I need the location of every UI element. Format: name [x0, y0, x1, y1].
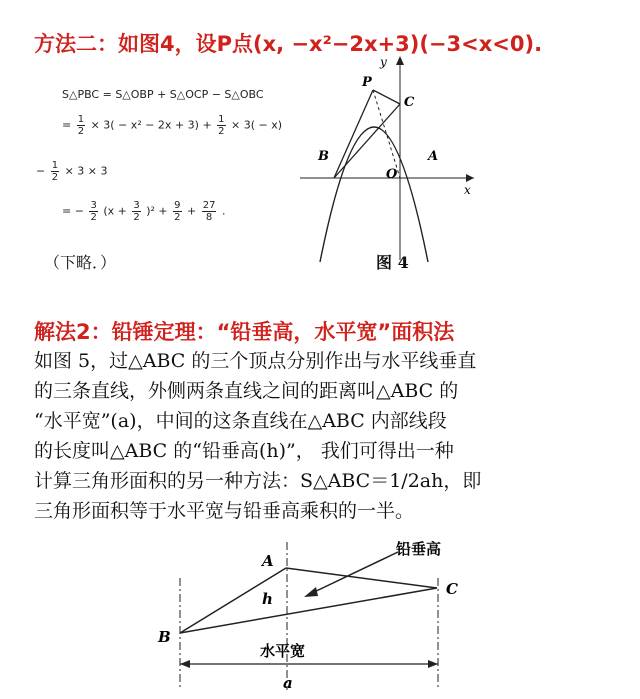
label-y: y	[380, 55, 387, 69]
label-c: C	[404, 95, 415, 110]
formula-term: × 3( − x)	[231, 118, 283, 132]
fraction: $\frac{1}{2}$	[77, 114, 85, 137]
label-a-width: a	[283, 674, 293, 692]
formula-term: (x +	[103, 204, 127, 218]
label-b: B	[158, 628, 171, 646]
formula-term: +	[187, 204, 197, 218]
label-a: A	[428, 149, 439, 164]
y-axis-arrow-icon	[396, 56, 404, 65]
formula-term: × 3 × 3	[64, 164, 108, 178]
label-b: B	[318, 149, 329, 164]
figure-5-diagram	[150, 538, 480, 698]
label-a: A	[262, 552, 274, 570]
width-left-arrow-icon	[180, 660, 190, 668]
fraction: $\frac{3}{2}$	[133, 200, 140, 223]
label-horizontal-width: 水平宽	[260, 642, 306, 660]
formula-line-2	[62, 114, 282, 137]
fraction: $\frac{9}{2}$	[174, 200, 181, 223]
paragraph-line: 如图 5，过△ABC 的三个顶点分别作出与水平线垂直	[34, 350, 477, 372]
label-p: P	[362, 75, 372, 90]
figure-4-caption: 图 4	[376, 253, 409, 272]
paragraph-line: 三角形面积等于水平宽与铅垂高乘积的一半。	[34, 500, 415, 522]
paragraph-line: 的长度叫△ABC 的“铅垂高(h)”， 我们可得出一种	[34, 440, 454, 462]
method2-heading: 方法二：如图4，设P点(x, −x²−2x+3)(−3<x<0).	[34, 32, 543, 56]
fraction: $\frac{3}{2}$	[90, 200, 97, 223]
pointer-arrow-icon	[304, 587, 318, 597]
segment-bp	[334, 90, 373, 178]
paragraph-line: 的三条直线，外侧两条直线之间的距离叫△ABC 的	[34, 380, 459, 402]
figure-4-diagram	[296, 52, 486, 272]
formula-term: .	[221, 204, 226, 218]
paragraph-line: “水平宽”(a)，中间的这条直线在△ABC 内部线段	[34, 410, 447, 432]
width-right-arrow-icon	[428, 660, 438, 668]
fraction: $\frac{1}{2}$	[51, 160, 59, 183]
fraction: $\frac{1}{2}$	[218, 114, 225, 137]
omitted-note: （下略．）	[44, 253, 117, 272]
formula-term: × 3( − x² − 2x + 3) +	[90, 118, 212, 132]
paragraph-line: 计算三角形面积的另一种方法：S△ABC＝1/2ah，即	[34, 470, 482, 492]
formula-line-4	[62, 200, 225, 223]
label-c: C	[446, 580, 458, 598]
label-o: O	[386, 167, 398, 182]
formula-line-1: S△PBC = S△OBP + S△OCP − S△OBC	[62, 88, 264, 101]
fraction: $\frac{27}{8}$	[202, 200, 216, 223]
label-h: h	[262, 590, 273, 608]
x-axis-arrow-icon	[466, 174, 474, 182]
label-x: x	[464, 183, 471, 197]
formula-term: )² +	[146, 204, 168, 218]
formula-equals: =	[62, 118, 72, 132]
side-ac	[286, 568, 437, 588]
formula-equals: = −	[62, 204, 84, 218]
formula-minus: −	[36, 164, 46, 178]
solution2-paragraph	[34, 346, 624, 526]
label-vertical-height: 铅垂高	[396, 540, 442, 558]
parabola-curve	[320, 127, 428, 262]
formula-line-3	[36, 160, 108, 183]
solution2-heading: 解法2：铅锤定理：“铅垂高，水平宽”面积法	[34, 320, 455, 344]
